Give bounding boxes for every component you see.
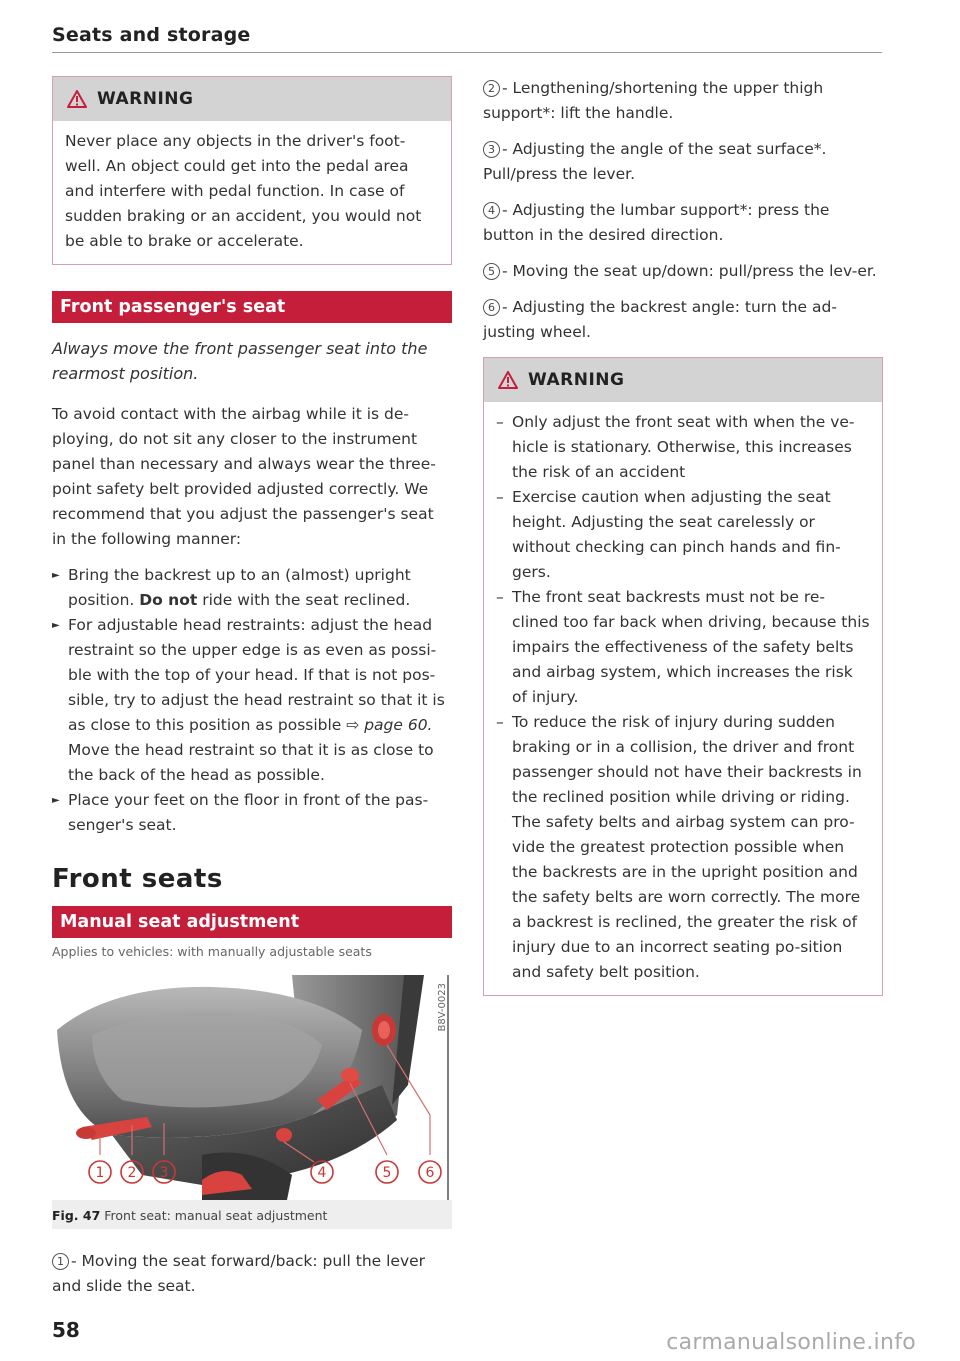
section-title-front-passenger-seat: Front passenger's seat	[52, 291, 452, 323]
list-item	[52, 563, 452, 613]
adjustment-text: - Adjusting the backrest angle: turn the ad-justing wheel.	[483, 298, 837, 341]
callout-number-icon: 3	[483, 141, 500, 158]
callout-4: 4	[317, 1165, 327, 1181]
callout-number-icon: 5	[483, 263, 500, 280]
list-item	[52, 788, 452, 838]
bullet-arrow-icon: ►	[52, 795, 60, 806]
callout-6: 6	[425, 1165, 435, 1181]
adjustment-text: - Adjusting the angle of the seat surface*. Pull/press the lever.	[483, 140, 827, 183]
step-text: Move the head restraint so that it is as close to the back of the head as possible.	[68, 741, 434, 784]
callout-2: 2	[127, 1165, 137, 1181]
page-reference-link[interactable]: ⇨ page 60.	[346, 716, 433, 734]
warning-label: WARNING	[97, 89, 194, 109]
warning-triangle-icon	[498, 371, 518, 389]
warning-item-text: Exercise caution when adjusting the seat height. Adjusting the seat carelessly or without checking can pinch hands and fin-gers.	[512, 488, 841, 581]
warning-item-text: The front seat backrests must not be re-clined too far back when driving, because this impairs the effectiveness of the safety belts and airbag system, which increases the risk of injury.	[512, 588, 870, 706]
seat-illustration	[52, 975, 452, 1200]
lumbar-button	[276, 1128, 292, 1142]
step-emphasis: Do not	[139, 591, 198, 609]
page-header-title: Seats and storage	[52, 24, 251, 46]
warning-item-text: Only adjust the front seat with when the ve-hicle is stationary. Otherwise, this increases the risk of an accident	[512, 413, 855, 481]
adjustment-text: - Moving the seat forward/back: pull the lever and slide the seat.	[52, 1252, 426, 1295]
adjustment-item-1	[52, 1249, 452, 1299]
figure-caption	[52, 1200, 452, 1229]
adjustment-text: - Moving the seat up/down: pull/press the lev-er.	[502, 262, 877, 280]
step-text: Place your feet on the floor in front of the pas-senger's seat.	[68, 791, 429, 834]
list-item	[484, 410, 870, 485]
heading-front-seats: Front seats	[52, 864, 223, 894]
callout-1: 1	[95, 1165, 105, 1181]
lever-knob	[76, 1127, 96, 1139]
warning-header	[484, 358, 882, 402]
figure-code: B8V-0023	[437, 983, 448, 1032]
tilt-lever-knob	[341, 1068, 359, 1082]
watermark-logo: carmanualsonline.info	[666, 1330, 916, 1355]
figure-caption-text: Front seat: manual seat adjustment	[104, 1208, 328, 1223]
figure-seat-adjustment	[52, 975, 452, 1229]
passenger-steps-list	[52, 563, 452, 838]
warning-triangle-icon	[67, 90, 87, 108]
adjustment-item-2	[483, 76, 883, 126]
list-item	[484, 585, 870, 710]
list-item	[484, 485, 870, 585]
step-text: For adjustable head restraints: adjust the head restraint so the upper edge is as even as possi-ble with the top of your head. If that is not pos-sible, try to adjust the head restraint so that it is as close to this position as possible	[68, 616, 445, 734]
adjustment-item-3	[483, 137, 883, 187]
warning-item-text: To reduce the risk of injury during sudden braking or in a collision, the driver and front passenger should not have their backrests in the reclined position while driving or riding. The safety belts and airbag system can pro-vide the greatest protection possible when the backrests are in the upright position and the safety belts are worn correctly. The more a backrest is reclined, the greater the risk of injury due to an incorrect seating po-sition and safety belt position.	[512, 713, 862, 981]
warning-header	[53, 77, 451, 121]
left-column	[52, 76, 452, 1299]
figure-label: Fig. 47	[52, 1208, 101, 1223]
adjustment-text: - Adjusting the lumbar support*: press the button in the desired direction.	[483, 201, 830, 244]
dash-marker: –	[496, 488, 504, 506]
bullet-arrow-icon: ►	[52, 620, 60, 631]
passenger-paragraph: To avoid contact with the airbag while it is de-ploying, do not sit any closer to the instrument panel than necessary and always wear the three-point safety belt provided adjusted correctly. We recommend that you adjust the passenger's seat in the following manner:	[52, 405, 436, 548]
page-number: 58	[52, 1318, 80, 1342]
section-title-manual-seat-adjustment: Manual seat adjustment	[52, 906, 452, 938]
warning-box-footwell	[52, 76, 452, 265]
dash-marker: –	[496, 588, 504, 606]
right-column	[483, 76, 883, 996]
warning-label: WARNING	[528, 370, 625, 390]
warning-text: Never place any objects in the driver's foot-well. An object could get into the pedal area and interfere with pedal function. In case of sudden braking or an accident, you would not be able to brake or accelerate.	[65, 132, 422, 250]
callout-number-icon: 1	[52, 1253, 69, 1270]
list-item	[484, 710, 870, 985]
header-divider	[52, 52, 882, 53]
callout-number-icon: 2	[483, 80, 500, 97]
adjustment-item-6	[483, 295, 883, 345]
callout-number-icon: 4	[483, 202, 500, 219]
dash-marker: –	[496, 713, 504, 731]
adjustment-item-4	[483, 198, 883, 248]
adjustment-item-5	[483, 259, 883, 284]
list-item	[52, 613, 452, 788]
callout-3: 3	[159, 1165, 169, 1181]
step-text: ride with the seat reclined.	[202, 591, 411, 609]
seat-drawing	[52, 975, 452, 1200]
dash-marker: –	[496, 413, 504, 431]
adjustment-text: - Lengthening/shortening the upper thigh support*: lift the handle.	[483, 79, 824, 122]
callout-number-icon: 6	[483, 299, 500, 316]
warning-box-seat-adjustment	[483, 357, 883, 996]
step-text: Bring the backrest up to an (almost) upright position.	[68, 566, 411, 609]
section-intro: Always move the front passenger seat into the rearmost position.	[52, 339, 428, 383]
warning-list	[484, 402, 882, 995]
callout-5: 5	[382, 1165, 392, 1181]
bullet-arrow-icon: ►	[52, 570, 60, 581]
applies-note: Applies to vehicles: with manually adjustable seats	[52, 944, 372, 959]
